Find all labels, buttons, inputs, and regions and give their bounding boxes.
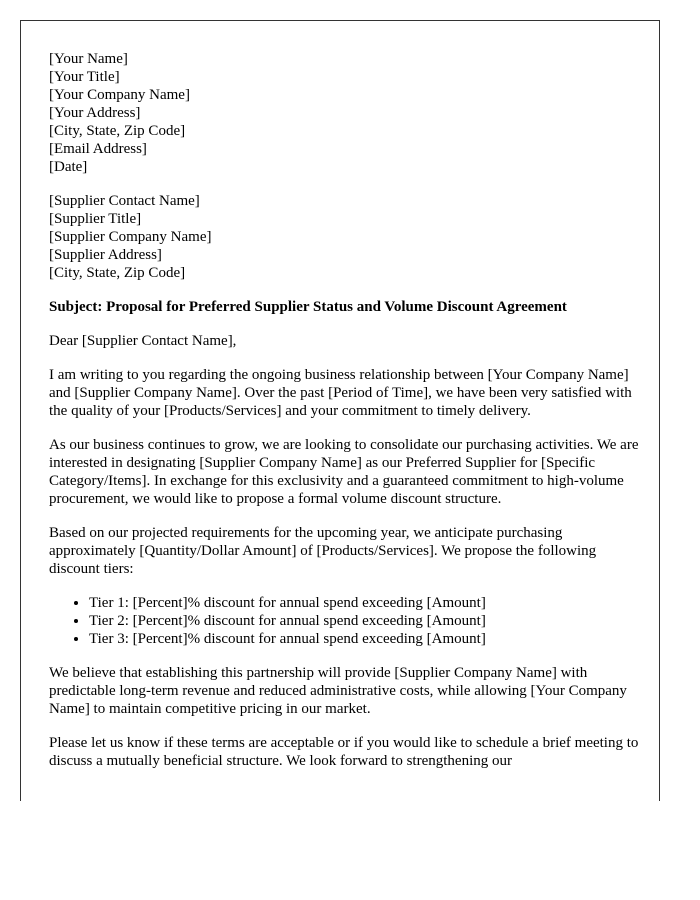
sender-name: [Your Name] bbox=[49, 51, 128, 67]
body-paragraph-2: As our business continues to grow, we are looking to consolidate our purchasing activities. We are interested in designating [Supplier Company Name] as our Preferred Supplier for [Specific Category/Items]. In exchange for this exclusivity and a guaranteed commitment to high-volume procurement, we would like to propose a formal volume discount structure. bbox=[49, 437, 639, 507]
salutation: Dear [Supplier Contact Name], bbox=[49, 333, 237, 349]
sender-email: [Email Address] bbox=[49, 141, 147, 157]
recipient-contact-name: [Supplier Contact Name] bbox=[49, 193, 200, 209]
discount-tier-item: • Tier 2: [Percent]% discount for annual spend exceeding [Amount] bbox=[89, 612, 639, 630]
sender-company: [Your Company Name] bbox=[49, 87, 190, 103]
body-paragraph-1: I am writing to you regarding the ongoing business relationship between [Your Company Name] and [Supplier Company Name]. Over the past [Period of Time], we have been very satisfied with the quality of your [Products/Services] and your commitment to timely delivery. bbox=[49, 367, 632, 419]
recipient-company: [Supplier Company Name] bbox=[49, 229, 212, 245]
recipient-city-state-zip: [City, State, Zip Code] bbox=[49, 265, 186, 281]
discount-tier-item: • Tier 3: [Percent]% discount for annual spend exceeding [Amount] bbox=[89, 630, 639, 648]
letter-page bbox=[20, 20, 660, 801]
sender-title: [Your Title] bbox=[49, 69, 120, 85]
body-paragraph-5: Please let us know if these terms are acceptable or if you would like to schedule a brief meeting to discuss a mutually beneficial structure. We look forward to strengthening our bbox=[49, 735, 639, 769]
sender-address: [Your Address] bbox=[49, 105, 141, 121]
discount-tiers-list bbox=[49, 594, 639, 648]
recipient-address: [Supplier Address] bbox=[49, 247, 162, 263]
body-paragraph-4: We believe that establishing this partnership will provide [Supplier Company Name] with predictable long-term revenue and reduced administrative costs, while allowing [Your Company Name] to maintain competitive pricing in our market. bbox=[49, 665, 627, 717]
letter-content bbox=[49, 50, 639, 786]
letter-date: [Date] bbox=[49, 159, 88, 175]
body-paragraph-3: Based on our projected requirements for the upcoming year, we anticipate purchasing approximately [Quantity/Dollar Amount] of [Products/Services]. We propose the following discount tiers: bbox=[49, 525, 597, 577]
discount-tier-item: • Tier 1: [Percent]% discount for annual spend exceeding [Amount] bbox=[89, 594, 639, 612]
sender-address-block bbox=[49, 50, 639, 176]
recipient-title: [Supplier Title] bbox=[49, 211, 142, 227]
recipient-address-block bbox=[49, 192, 639, 282]
subject-line: Subject: Proposal for Preferred Supplier Status and Volume Discount Agreement bbox=[49, 299, 567, 315]
sender-city-state-zip: [City, State, Zip Code] bbox=[49, 123, 186, 139]
